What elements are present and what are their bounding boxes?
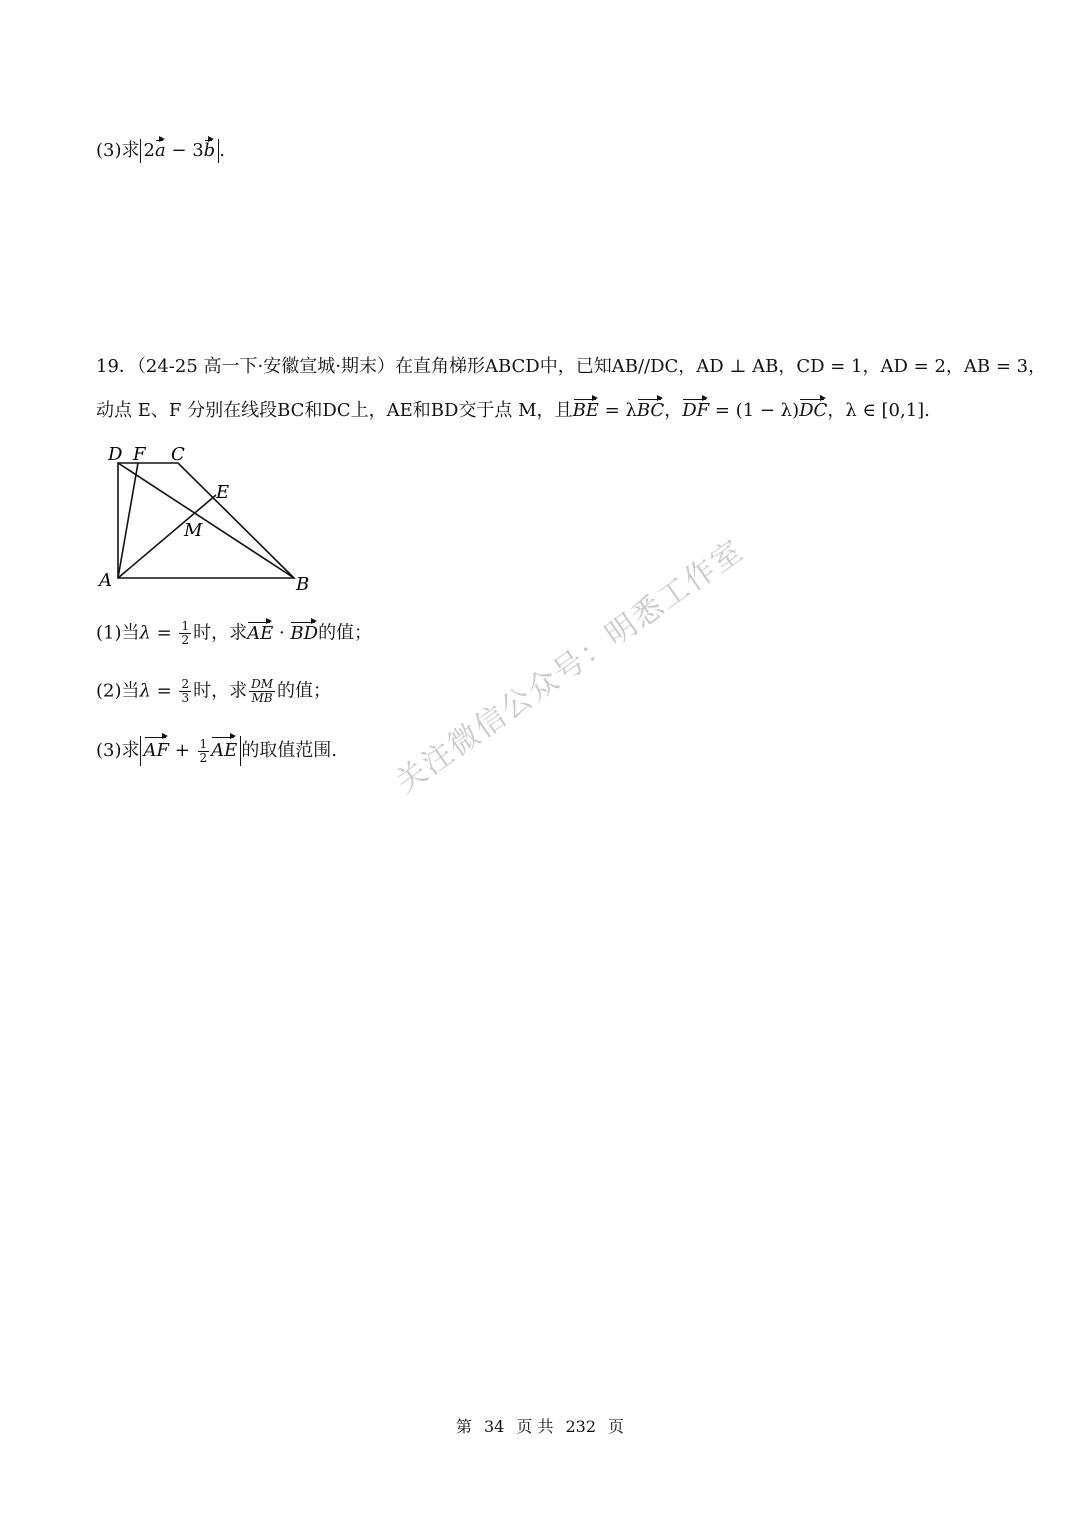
p1-numerator: 1	[181, 619, 190, 633]
segment-AF	[118, 463, 138, 578]
p1-vector-AE: AE	[247, 621, 273, 647]
label-E: E	[216, 482, 230, 503]
question-number: 19．	[96, 356, 137, 377]
label-C: C	[171, 444, 185, 465]
label-M: M	[184, 520, 203, 541]
p3-plus: +	[169, 740, 196, 761]
p3-prefix: (3)求	[96, 740, 140, 761]
p3-denominator: 2	[199, 750, 208, 765]
expr-op: − 3	[165, 140, 204, 161]
vector-DC: DC	[799, 398, 827, 424]
p2-denominator: 3	[181, 691, 190, 705]
p3-vector-AF: AF	[144, 736, 170, 766]
trapezoid-figure	[96, 440, 336, 600]
question-part3	[96, 736, 337, 766]
p1-dot: ·	[273, 622, 291, 644]
p2-lambda-fraction	[179, 678, 191, 705]
p1-denominator: 2	[181, 633, 190, 647]
abs-expression	[140, 139, 220, 163]
question-part2	[96, 678, 331, 705]
label-D: D	[108, 444, 123, 465]
footer-prefix: 第	[455, 1417, 472, 1436]
p1-lambda: λ =	[139, 622, 178, 644]
separator: ，	[664, 400, 683, 421]
watermark: 关注微信公众号：明悉工作室	[389, 532, 751, 801]
p1-mid: 时，求	[193, 622, 248, 644]
footer-page-number: 34	[484, 1417, 505, 1436]
part3-suffix: .	[219, 140, 225, 161]
label-F: F	[133, 444, 146, 465]
p2-numerator: 2	[181, 677, 190, 691]
stem-line2-text: 动点 E、F 分别在线段BC和DC上，AE和BD交于点 M，且	[96, 400, 573, 421]
label-B: B	[296, 574, 310, 595]
label-A: A	[99, 570, 112, 591]
stem-line1: 在直角梯形ABCD中，已知AB//DC，AD ⊥ AB，CD = 1，AD = 2，AB = 3，	[394, 356, 1047, 377]
question-stem-line2	[96, 398, 930, 424]
p1-vector-BD: BD	[290, 621, 318, 647]
prev-question-part3	[96, 138, 225, 164]
p2-prefix: (2)当	[96, 680, 140, 702]
vector-BC: BC	[637, 398, 664, 424]
p3-fraction	[198, 738, 210, 765]
vector-DF: DF	[682, 398, 709, 424]
p1-fraction	[179, 620, 191, 647]
eq2-mid: = (1 − λ)	[709, 400, 800, 421]
coef-a: 2	[143, 140, 155, 161]
segment-DB	[118, 463, 294, 578]
p2-ratio-fraction	[249, 678, 275, 705]
vector-a: a	[154, 140, 166, 161]
part3-prefix: (3)求	[96, 140, 140, 161]
question-part1	[96, 620, 372, 647]
p2-mid: 时，求	[193, 680, 248, 702]
p1-suffix: 的值；	[318, 622, 373, 644]
footer-total-pages: 232	[565, 1417, 596, 1436]
p2-ratio-numerator: DM	[251, 677, 273, 691]
vector-BE: BE	[573, 398, 599, 424]
vector-b: b	[203, 140, 216, 161]
footer-mid: 页 共	[516, 1417, 554, 1436]
p2-lambda: λ =	[139, 680, 178, 702]
page-footer	[0, 1414, 1080, 1437]
stem-tail: ，λ ∈ [0,1].	[827, 400, 930, 421]
eq1-mid: = λ	[598, 400, 637, 421]
p2-suffix: 的值；	[277, 680, 331, 702]
p2-ratio-denominator: MB	[251, 691, 273, 705]
question-source: （24-25 高一下·安徽宣城·期末）	[136, 356, 395, 377]
p3-abs-expression	[140, 736, 242, 766]
question-stem-line1	[96, 354, 1046, 380]
p3-suffix: 的取值范围.	[241, 740, 338, 761]
footer-suffix: 页	[608, 1417, 625, 1436]
p1-prefix: (1)当	[96, 622, 140, 644]
p3-vector-AE: AE	[211, 736, 237, 766]
p3-numerator: 1	[199, 736, 208, 751]
